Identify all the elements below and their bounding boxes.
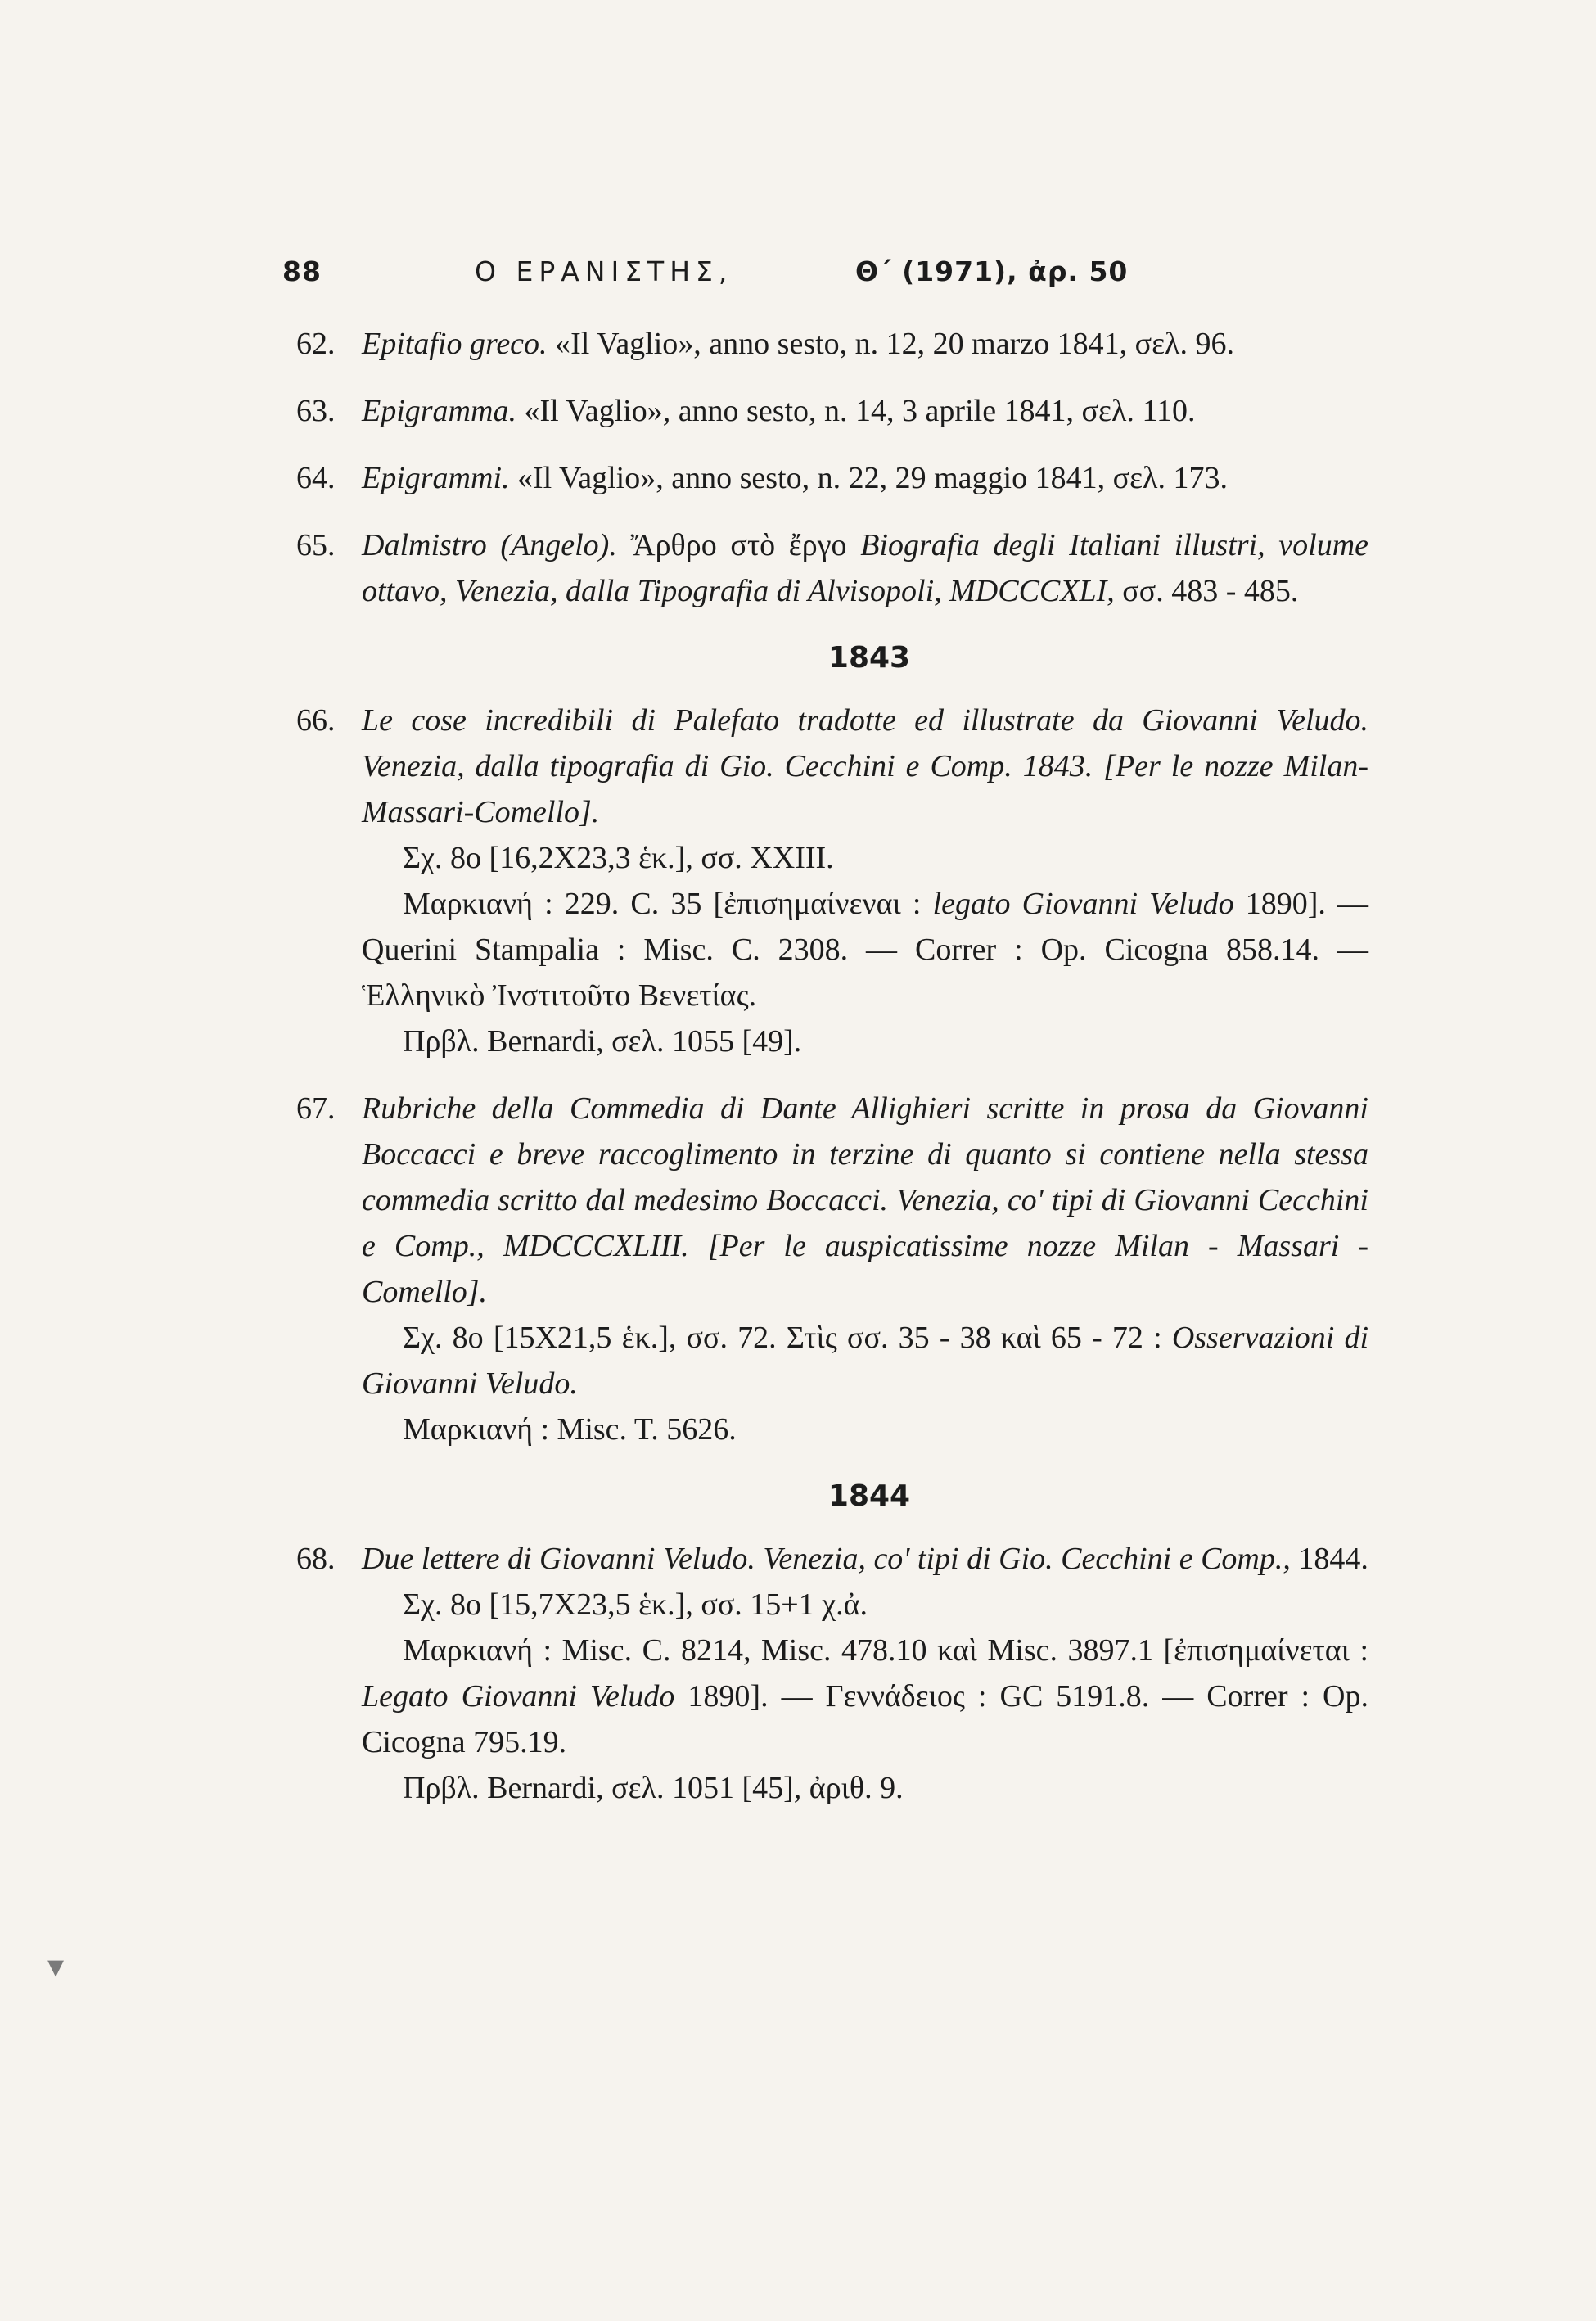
page-number: 88 <box>282 255 322 287</box>
entry-number: 66. <box>296 703 336 738</box>
entry-locations <box>362 1628 1368 1765</box>
entry-title: Epigramma. <box>362 394 516 428</box>
bibliography-body <box>296 321 1368 1832</box>
entry-source: «Il Vaglio», anno sesto, n. 12, 20 marzo 1841, σελ. 96. <box>547 327 1234 361</box>
entry-number: 65. <box>296 528 336 562</box>
entry-number: 63. <box>296 394 336 428</box>
entry-68 <box>296 1536 1368 1811</box>
entry-title: Epigrammi. <box>362 461 510 495</box>
location-text-cont: 1890]. — Querini Stampalia : Misc. C. 2308. — Correr : Op. Cicogna 858.14. — Ἑλληνικὸ Ἰνστιτοῦτο Βενετίας. <box>362 887 1368 1013</box>
margin-mark: ▾ <box>47 1948 65 1985</box>
legato-note: legato Giovanni Veludo <box>932 887 1234 921</box>
entry-64 <box>296 455 1368 501</box>
entry-67 <box>296 1086 1368 1452</box>
entry-63 <box>296 388 1368 434</box>
entry-pages: σσ. 483 - 485. <box>1114 574 1299 608</box>
entry-source: «Il Vaglio», anno sesto, n. 22, 29 maggio 1841, σελ. 173. <box>509 461 1228 495</box>
legato-note: Legato Giovanni Veludo <box>362 1679 675 1714</box>
entry-description <box>362 1315 1368 1407</box>
entry-65 <box>296 522 1368 614</box>
entry-locations <box>362 881 1368 1018</box>
location-text: Μαρκιανή : 229. C. 35 [ἐπισημαίνεναι : <box>403 887 933 921</box>
entry-title-line <box>362 1536 1368 1582</box>
entry-title: Dalmistro (Angelo). <box>362 528 617 562</box>
entry-text <box>362 388 1368 434</box>
description-text: Σχ. 8ο [15Χ21,5 ἑκ.], σσ. 72. Στὶς σσ. 35 - 38 καὶ 65 - 72 : <box>403 1321 1172 1355</box>
entry-text <box>362 455 1368 501</box>
entry-reference: Πρβλ. Bernardi, σελ. 1051 [45], ἀριθ. 9. <box>403 1771 904 1805</box>
entry-reference: Πρβλ. Bernardi, σελ. 1055 [49]. <box>403 1024 802 1059</box>
entry-mid: Ἄρθρο στὸ ἔργο <box>616 528 861 562</box>
entry-text <box>362 321 1368 367</box>
entry-locations: Μαρκιανή : Misc. T. 5626. <box>403 1412 737 1447</box>
entry-work: Biografia degli Italiani illustri, volume ottavo, Venezia, dalla Tipografia di Alvisopoli, MDCCCXLI, <box>362 528 1369 608</box>
entry-number: 62. <box>296 327 336 361</box>
location-text: Μαρκιανή : Misc. C. 8214, Misc. 478.10 καὶ Misc. 3897.1 [ἐπισημαίνεται : <box>403 1633 1368 1668</box>
entry-description: Σχ. 8ο [15,7Χ23,5 ἑκ.], σσ. 15+1 χ.ἀ. <box>403 1587 868 1622</box>
running-header <box>282 255 1183 295</box>
entry-number: 68. <box>296 1542 336 1576</box>
entry-number: 67. <box>296 1091 336 1126</box>
location-text-cont: 1890]. — Γεννάδειος : GC 5191.8. — Correr : Op. Cicogna 795.19. <box>362 1679 1368 1759</box>
year-heading-1844: 1844 <box>827 1479 911 1513</box>
entry-title: Due lettere di Giovanni Veludo. Venezia, co' tipi di Gio. Cecchini e Comp., <box>362 1542 1291 1576</box>
entry-title-year: 1844. <box>1290 1542 1368 1576</box>
entry-title: Rubriche della Commedia di Dante Allighieri scritte in prosa da Giovanni Boccacci e breve raccoglimento in terzine di quanto si contiene nella stessa commedia scritto dal medesimo Boccacci. Venezia, co' tipi di Giovanni Cecchini e Comp., MDCCCXLIII. [Per le auspicatissime nozze Milan - Massari - Comello]. <box>362 1091 1368 1309</box>
volume-info: Θ΄ (1971), ἀρ. 50 <box>855 255 1129 287</box>
osservazioni-note: Osservazioni di Giovanni Veludo. <box>362 1321 1368 1401</box>
entry-66 <box>296 698 1368 1064</box>
entry-source: «Il Vaglio», anno sesto, n. 14, 3 aprile 1841, σελ. 110. <box>516 394 1196 428</box>
entry-description: Σχ. 8ο [16,2Χ23,3 ἑκ.], σσ. XXIII. <box>403 841 834 875</box>
journal-title: Ο ΕΡΑΝΙΣΤΗΣ, <box>475 255 733 287</box>
entry-title: Le cose incredibili di Palefato tradotte ed illustrate da Giovanni Veludo. Venezia, dalla tipografia di Gio. Cecchini e Comp. 1843. [Per le nozze Milan-Massari-Comello]. <box>362 703 1368 829</box>
entry-title: Epitafio greco. <box>362 327 548 361</box>
year-heading-1843: 1843 <box>827 641 911 675</box>
entry-62 <box>296 321 1368 367</box>
entry-text <box>362 522 1368 614</box>
entry-number: 64. <box>296 461 336 495</box>
